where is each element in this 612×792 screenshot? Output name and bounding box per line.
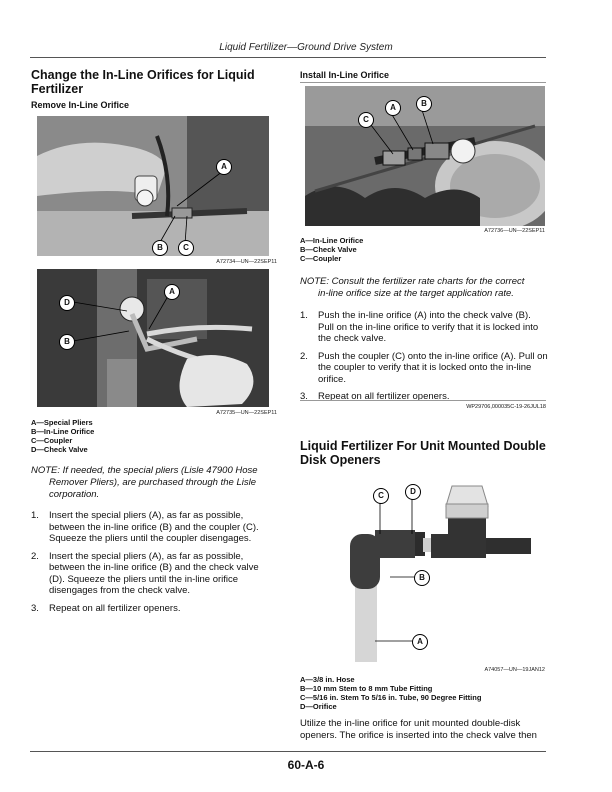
note-line: Remover Pliers), are purchased through the Lisle xyxy=(49,477,256,488)
legend-item: C—Coupler xyxy=(31,436,73,445)
body-paragraph: Utilize the in-line orifice for unit mounted double-disk openers. The orifice is inserted into the check valve then xyxy=(300,718,537,741)
footer-rule xyxy=(30,751,546,752)
section-heading: Change the In-Line Orifices for Liquid Fertilizer xyxy=(31,68,255,96)
figure-id: A74057—UN—19JAN12 xyxy=(484,667,545,673)
remove-steps-list xyxy=(31,510,276,620)
note-line: NOTE: Consult the fertilizer rate charts for the correct xyxy=(300,276,525,287)
step-text: Insert the special pliers (A), as far as possible, between the in-line orifice (B) and the coupler (C). Squeeze the pliers until the coupler disengages. xyxy=(49,510,259,544)
subheading-remove: Remove In-Line Orifice xyxy=(31,100,130,110)
figure-legend xyxy=(300,236,363,263)
running-header: Liquid Fertilizer—Ground Drive System xyxy=(219,42,393,53)
figure-pliers-photo xyxy=(37,269,269,407)
step-text: Repeat on all fertilizer openers. xyxy=(318,391,450,402)
step-text: Push the coupler (C) onto the in-line orifice (A). Pull on the coupler to verify that it is locked onto the in-line orifice. xyxy=(318,350,548,385)
note-rate-charts xyxy=(300,276,550,300)
section-heading: Liquid Fertilizer For Unit Mounted Double Disk Openers xyxy=(300,439,546,467)
list-item xyxy=(31,551,276,597)
figure-id: A72735—UN—22SEP11 xyxy=(216,410,277,416)
figure-install-orifice-photo xyxy=(305,86,545,226)
callout-c: C xyxy=(358,112,374,128)
legend-item: B—10 mm Stem to 8 mm Tube Fitting xyxy=(300,684,433,693)
page-number: 60-A-6 xyxy=(287,758,325,772)
callout-d: D xyxy=(405,484,421,500)
list-item xyxy=(300,310,548,345)
figure-1-illustration xyxy=(37,116,269,256)
install-steps-list xyxy=(300,310,548,409)
callout-a: A xyxy=(164,284,180,300)
callout-b: B xyxy=(152,240,168,256)
list-item xyxy=(31,603,276,615)
figure-double-disk-fitting xyxy=(330,476,545,662)
callout-a: A xyxy=(385,100,401,116)
figure-4-illustration xyxy=(330,476,545,662)
list-item xyxy=(300,351,548,386)
legend-item: B—Check Valve xyxy=(300,245,357,254)
legend-item: A—Special Pliers xyxy=(31,418,93,427)
figure-id: A72736—UN—22SEP11 xyxy=(484,228,545,234)
step-number: 1. xyxy=(300,310,308,321)
step-text: Insert the special pliers (A), as far as possible, between the in-line orifice (B) and the check valve (D). Squeeze the pliers until the in-line orifice disengages from the check valve. xyxy=(49,550,259,596)
subheading-install: Install In-Line Orifice xyxy=(300,70,390,80)
legend-item: C—5/16 in. Stem To 5/16 in. Tube, 90 Degree Fitting xyxy=(300,693,482,702)
legend-item: A—In-Line Orifice xyxy=(300,236,364,245)
note-line: corporation. xyxy=(49,489,100,500)
legend-item: D—Orifice xyxy=(300,702,337,711)
document-code: WP29706,000035C-19-26JUL18 xyxy=(466,404,546,410)
callout-b: B xyxy=(414,570,430,586)
note-pliers xyxy=(31,465,281,501)
callout-b: B xyxy=(59,334,75,350)
note-line: in-line orifice size at the target application rate. xyxy=(318,288,514,299)
figure-legend xyxy=(300,675,481,711)
step-number: 3. xyxy=(31,602,39,614)
callout-a: A xyxy=(412,634,428,650)
step-text: Push the in-line orifice (A) into the check valve (B). Pull on the in-line orifice to verify that it is locked into the check valve. xyxy=(318,310,539,344)
step-number: 2. xyxy=(300,350,308,362)
callout-c: C xyxy=(178,240,194,256)
legend-item: B—In-Line Orifice xyxy=(31,427,95,436)
callout-b: B xyxy=(416,96,432,112)
callout-c: C xyxy=(373,488,389,504)
step-number: 2. xyxy=(31,550,39,562)
list-item xyxy=(31,510,276,545)
section-rule xyxy=(300,82,546,83)
legend-item: D—Check Valve xyxy=(31,445,88,454)
section-rule xyxy=(300,400,546,401)
legend-item: A—3/8 in. Hose xyxy=(300,675,355,684)
figure-legend xyxy=(31,418,94,454)
step-number: 1. xyxy=(31,510,39,521)
step-text: Repeat on all fertilizer openers. xyxy=(49,602,181,614)
legend-item: C—Coupler xyxy=(300,254,342,263)
figure-id: A72734—UN—22SEP11 xyxy=(216,259,277,265)
note-line: NOTE: If needed, the special pliers (Lisle 47900 Hose xyxy=(31,465,258,476)
callout-d: D xyxy=(59,295,75,311)
callout-a: A xyxy=(216,159,232,175)
figure-remove-orifice-photo xyxy=(37,116,269,256)
header-rule xyxy=(30,57,546,58)
step-number: 3. xyxy=(300,391,308,402)
